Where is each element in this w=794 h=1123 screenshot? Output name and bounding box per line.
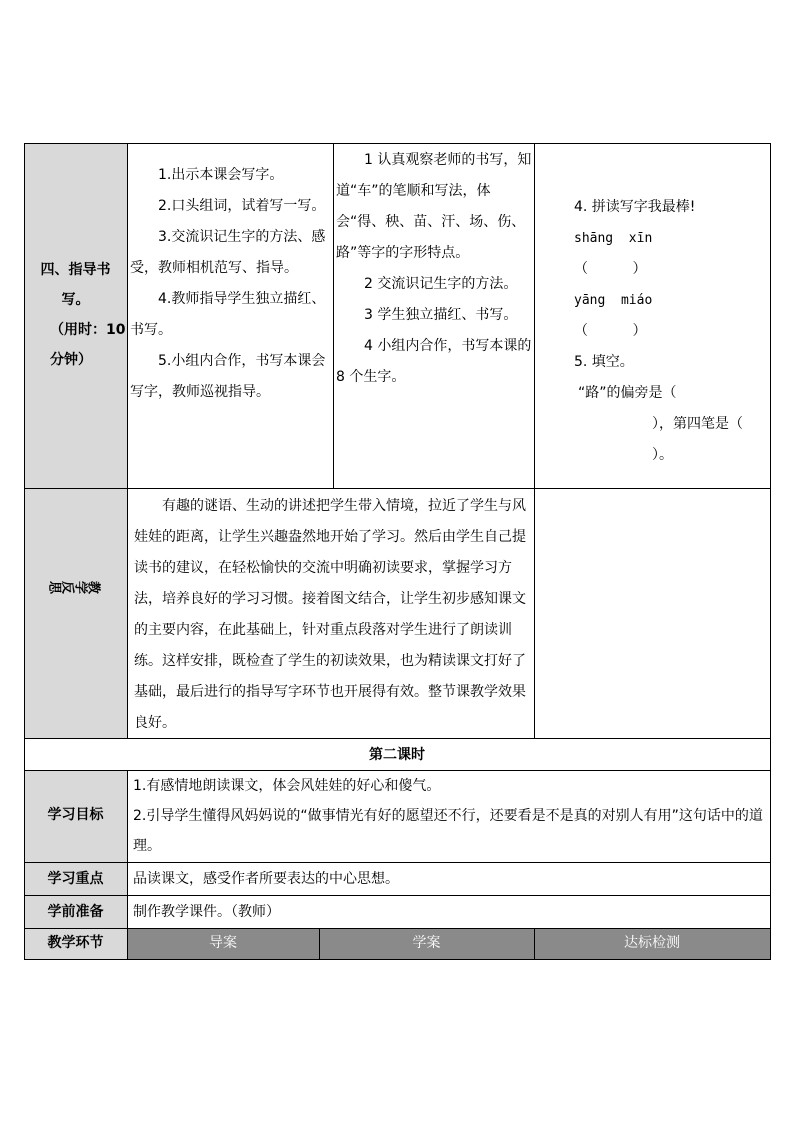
table-border: [24, 738, 771, 739]
table-border: [24, 488, 771, 489]
reflection-paragraph: 有趣的谜语、生动的讲述把学生带入情境，拉近了学生与风娃娃的距离，让学生兴趣盎然地开始了学习。然后由学生自己提读书的建议，在轻松愉快的交流中明确初读要求，掌握学习方法，培养良好的学习习惯。接着图文结合，让学生初步感知课文的主要内容，在此基础上，针对重点段落对学生进行了朗读训练。这样安排，既检查了学生的初读效果，也为精读课文打好了基础，最后进行的指导写字环节也开展得有效。整节课教学效果良好。: [134, 498, 526, 731]
goals-label: 学习目标: [47, 807, 104, 823]
table-border: [534, 143, 535, 738]
stage4-guide-cell: [130, 160, 330, 408]
study-item: 3 学生独立描红、书写。: [364, 307, 518, 323]
prep-label: 学前准备: [47, 904, 104, 920]
header-label: 教学环节: [47, 935, 104, 951]
table-border: [24, 959, 771, 960]
check-fill-line2: ），第四笔是（: [652, 416, 743, 432]
table-border: [333, 143, 334, 488]
check-blank-2: （ ）: [574, 323, 647, 339]
goal-line-1: 1.有感情地朗读课文，体会风娃娃的好心和傻气。: [133, 778, 441, 794]
stage4-study-cell: [336, 145, 532, 393]
table-border: [24, 895, 771, 896]
goal-line-2: 2.引导学生懂得风妈妈说的“做事情光有好的愿望还不行，还要看是不是真的对别人有用”这句话中的道理。: [133, 808, 763, 854]
study-item: 2 交流识记生字的方法。: [364, 276, 518, 292]
check-pinyin-1: shāng xīn: [574, 231, 653, 246]
stage4-label-line3: （用时：10: [50, 322, 126, 338]
guide-item: 3.交流识记生字的方法、感受，教师相机范写、指导。: [130, 229, 326, 276]
table-border: [24, 928, 771, 929]
guide-item: 5.小组内合作，书写本课会写字，教师巡视指导。: [130, 353, 326, 400]
check-fill-line3: ）。: [652, 447, 673, 463]
reflection-text: [134, 491, 530, 739]
table-border: [127, 143, 128, 738]
stage4-label-line2: 写。: [61, 292, 90, 308]
header-col-study: 学案: [412, 935, 441, 951]
check-fill-title: 5. 填空。: [574, 354, 634, 370]
check-title: 4. 拼读写字我最棒!: [574, 199, 696, 215]
focus-label: 学习重点: [47, 871, 104, 887]
focus-text: 品读课文，感受作者所要表达的中心思想。: [133, 871, 399, 887]
table-border: [24, 862, 771, 863]
stage4-label-line4: 分钟）: [50, 352, 92, 368]
check-blank-1: （ ）: [574, 261, 647, 277]
table-border: [534, 928, 535, 959]
goals-text: [133, 771, 767, 861]
guide-item: 2.口头组词，试着写一写。: [158, 198, 326, 214]
reflection-label: 教学反思: [49, 578, 101, 593]
table-border: [24, 143, 771, 144]
table-border: [319, 928, 320, 959]
stage4-check-cell: [574, 192, 769, 471]
study-item: 4 小组内合作，书写本课的 8 个生字。: [336, 338, 532, 385]
table-border: [127, 770, 128, 960]
second-lesson-title: 第二课时: [369, 747, 425, 763]
guide-item: 4.教师指导学生独立描红、书写。: [130, 291, 326, 338]
guide-item: 1.出示本课会写字。: [158, 167, 284, 183]
header-col-check: 达标检测: [624, 935, 680, 951]
table-border: [24, 143, 25, 960]
table-border: [24, 770, 771, 771]
stage4-label-line1: 四、指导书: [40, 262, 111, 278]
stage4-label: [24, 255, 127, 375]
reflection-label-cell: [24, 488, 127, 738]
check-fill-line1: “路”的偏旁是（: [578, 385, 677, 401]
study-item: 1 认真观察老师的书写，知道“车”的笔顺和写法，体会“得、秧、苗、汗、场、伤、路”等字的字形特点。: [336, 152, 532, 261]
header-col-guide: 导案: [209, 935, 237, 951]
prep-text: 制作教学课件。（教师）: [133, 904, 280, 920]
check-pinyin-2: yāng miáo: [574, 293, 653, 308]
table-border: [770, 143, 771, 960]
